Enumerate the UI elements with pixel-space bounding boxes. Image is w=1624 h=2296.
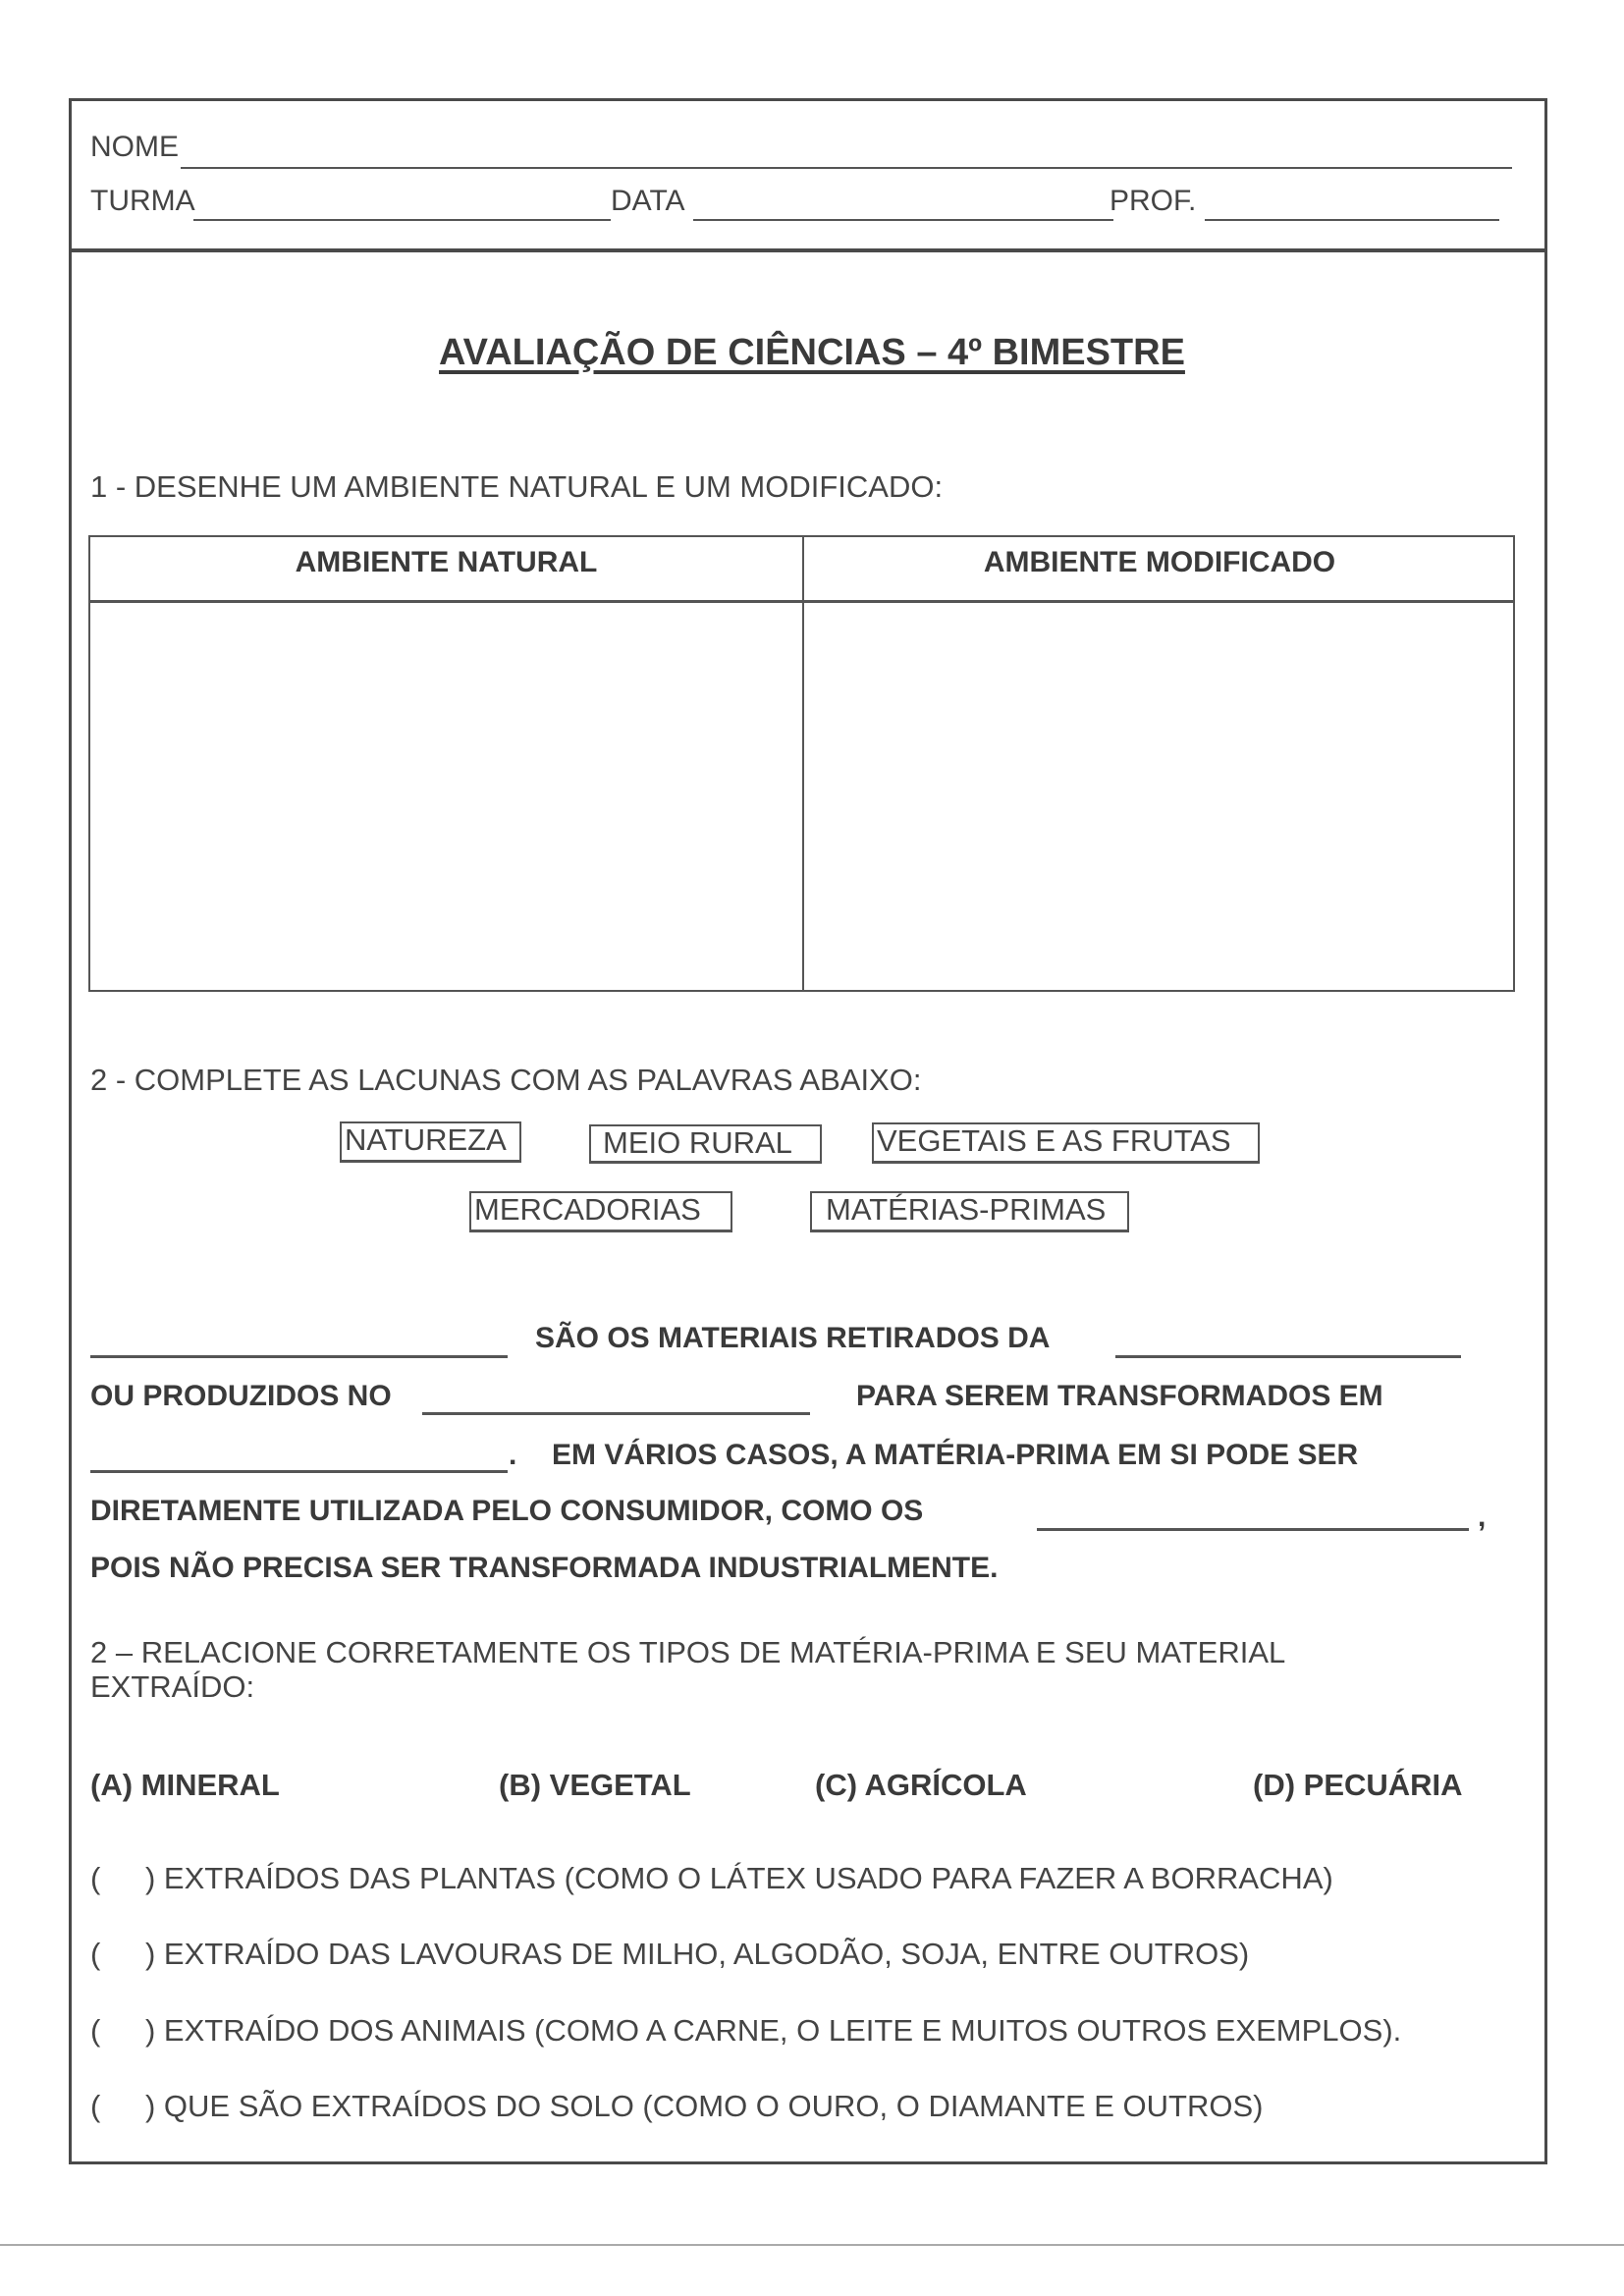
blank-1[interactable] (90, 1355, 508, 1358)
match-item (90, 2089, 1264, 2124)
title-text: AVALIAÇÃO DE CIÊNCIAS – 4º BIMESTRE (439, 332, 1185, 373)
blank-2[interactable] (1115, 1355, 1461, 1358)
answer-paren[interactable]: ( (90, 2013, 101, 2048)
paragraph-line-2a: OU PRODUZIDOS NO (90, 1380, 392, 1412)
question-3-prompt-line-1: 2 – RELACIONE CORRETAMENTE OS TIPOS DE MATÉRIA-PRIMA E SEU MATERIAL (90, 1635, 1286, 1669)
header-divider (69, 248, 1547, 252)
drawing-area-modificado[interactable] (804, 603, 1513, 990)
word-bank-item: NATUREZA (340, 1121, 521, 1163)
answer-paren[interactable]: ( (90, 1937, 101, 1971)
match-item-text: ) QUE SÃO EXTRAÍDOS DO SOLO (COMO O OURO, O DIAMANTE E OUTROS) (145, 2089, 1264, 2123)
word-bank-item: MEIO RURAL (589, 1124, 822, 1164)
option-c: (C) AGRÍCOLA (815, 1768, 1027, 1802)
paragraph-line-5: POIS NÃO PRECISA SER TRANSFORMADA INDUSTRIALMENTE. (90, 1552, 999, 1584)
paragraph-line-4: DIRETAMENTE UTILIZADA PELO CONSUMIDOR, COMO OS (90, 1495, 924, 1527)
match-item (90, 1861, 1333, 1896)
paragraph-line-1: SÃO OS MATERIAIS RETIRADOS DA (535, 1322, 1051, 1354)
question-3-prompt-line-2: EXTRAÍDO: (90, 1669, 255, 1704)
paragraph-line-2b: PARA SEREM TRANSFORMADOS EM (856, 1380, 1383, 1412)
blank-5[interactable] (1037, 1528, 1469, 1531)
match-item-text: ) EXTRAÍDO DOS ANIMAIS (COMO A CARNE, O LEITE E MUITOS OUTROS EXEMPLOS). (145, 2013, 1402, 2048)
paragraph-line-4-punct: , (1478, 1501, 1487, 1533)
match-item-text: ) EXTRAÍDO DAS LAVOURAS DE MILHO, ALGODÃO, SOJA, ENTRE OUTROS) (145, 1937, 1250, 1971)
paragraph-line-3-punct: . (509, 1439, 517, 1471)
word-bank-item: MATÉRIAS-PRIMAS (810, 1191, 1129, 1232)
word-bank-item: MERCADORIAS (469, 1191, 732, 1232)
turma-input-line[interactable] (193, 219, 611, 221)
question-1-prompt: 1 - DESENHE UM AMBIENTE NATURAL E UM MODIFICADO: (90, 469, 944, 504)
match-item (90, 1937, 1249, 1972)
match-item (90, 2013, 1401, 2049)
turma-label: TURMA (90, 185, 195, 217)
page-title (0, 332, 1624, 374)
match-item-text: ) EXTRAÍDOS DAS PLANTAS (COMO O LÁTEX USADO PARA FAZER A BORRACHA) (145, 1861, 1333, 1895)
question-2-prompt: 2 - COMPLETE AS LACUNAS COM AS PALAVRAS ABAIXO: (90, 1063, 922, 1097)
column-header-modificado: AMBIENTE MODIFICADO (983, 546, 1336, 578)
prof-label: PROF. (1110, 185, 1197, 217)
drawing-table (88, 535, 1515, 992)
column-header-natural: AMBIENTE NATURAL (295, 546, 598, 578)
blank-4[interactable] (90, 1470, 508, 1473)
nome-label: NOME (90, 131, 179, 163)
nome-input-line[interactable] (181, 167, 1512, 169)
data-label: DATA (611, 185, 685, 217)
paper-edge (0, 2244, 1624, 2246)
paragraph-line-3: EM VÁRIOS CASOS, A MATÉRIA-PRIMA EM SI PODE SER (552, 1439, 1359, 1471)
option-b: (B) VEGETAL (499, 1768, 691, 1802)
prof-input-line[interactable] (1205, 219, 1499, 221)
option-d: (D) PECUÁRIA (1253, 1768, 1463, 1802)
data-input-line[interactable] (693, 219, 1113, 221)
answer-paren[interactable]: ( (90, 1861, 101, 1895)
blank-3[interactable] (422, 1412, 810, 1415)
word-bank-item: VEGETAIS E AS FRUTAS (872, 1122, 1260, 1164)
drawing-area-natural[interactable] (90, 603, 802, 990)
answer-paren[interactable]: ( (90, 2089, 101, 2123)
option-a: (A) MINERAL (90, 1768, 280, 1802)
